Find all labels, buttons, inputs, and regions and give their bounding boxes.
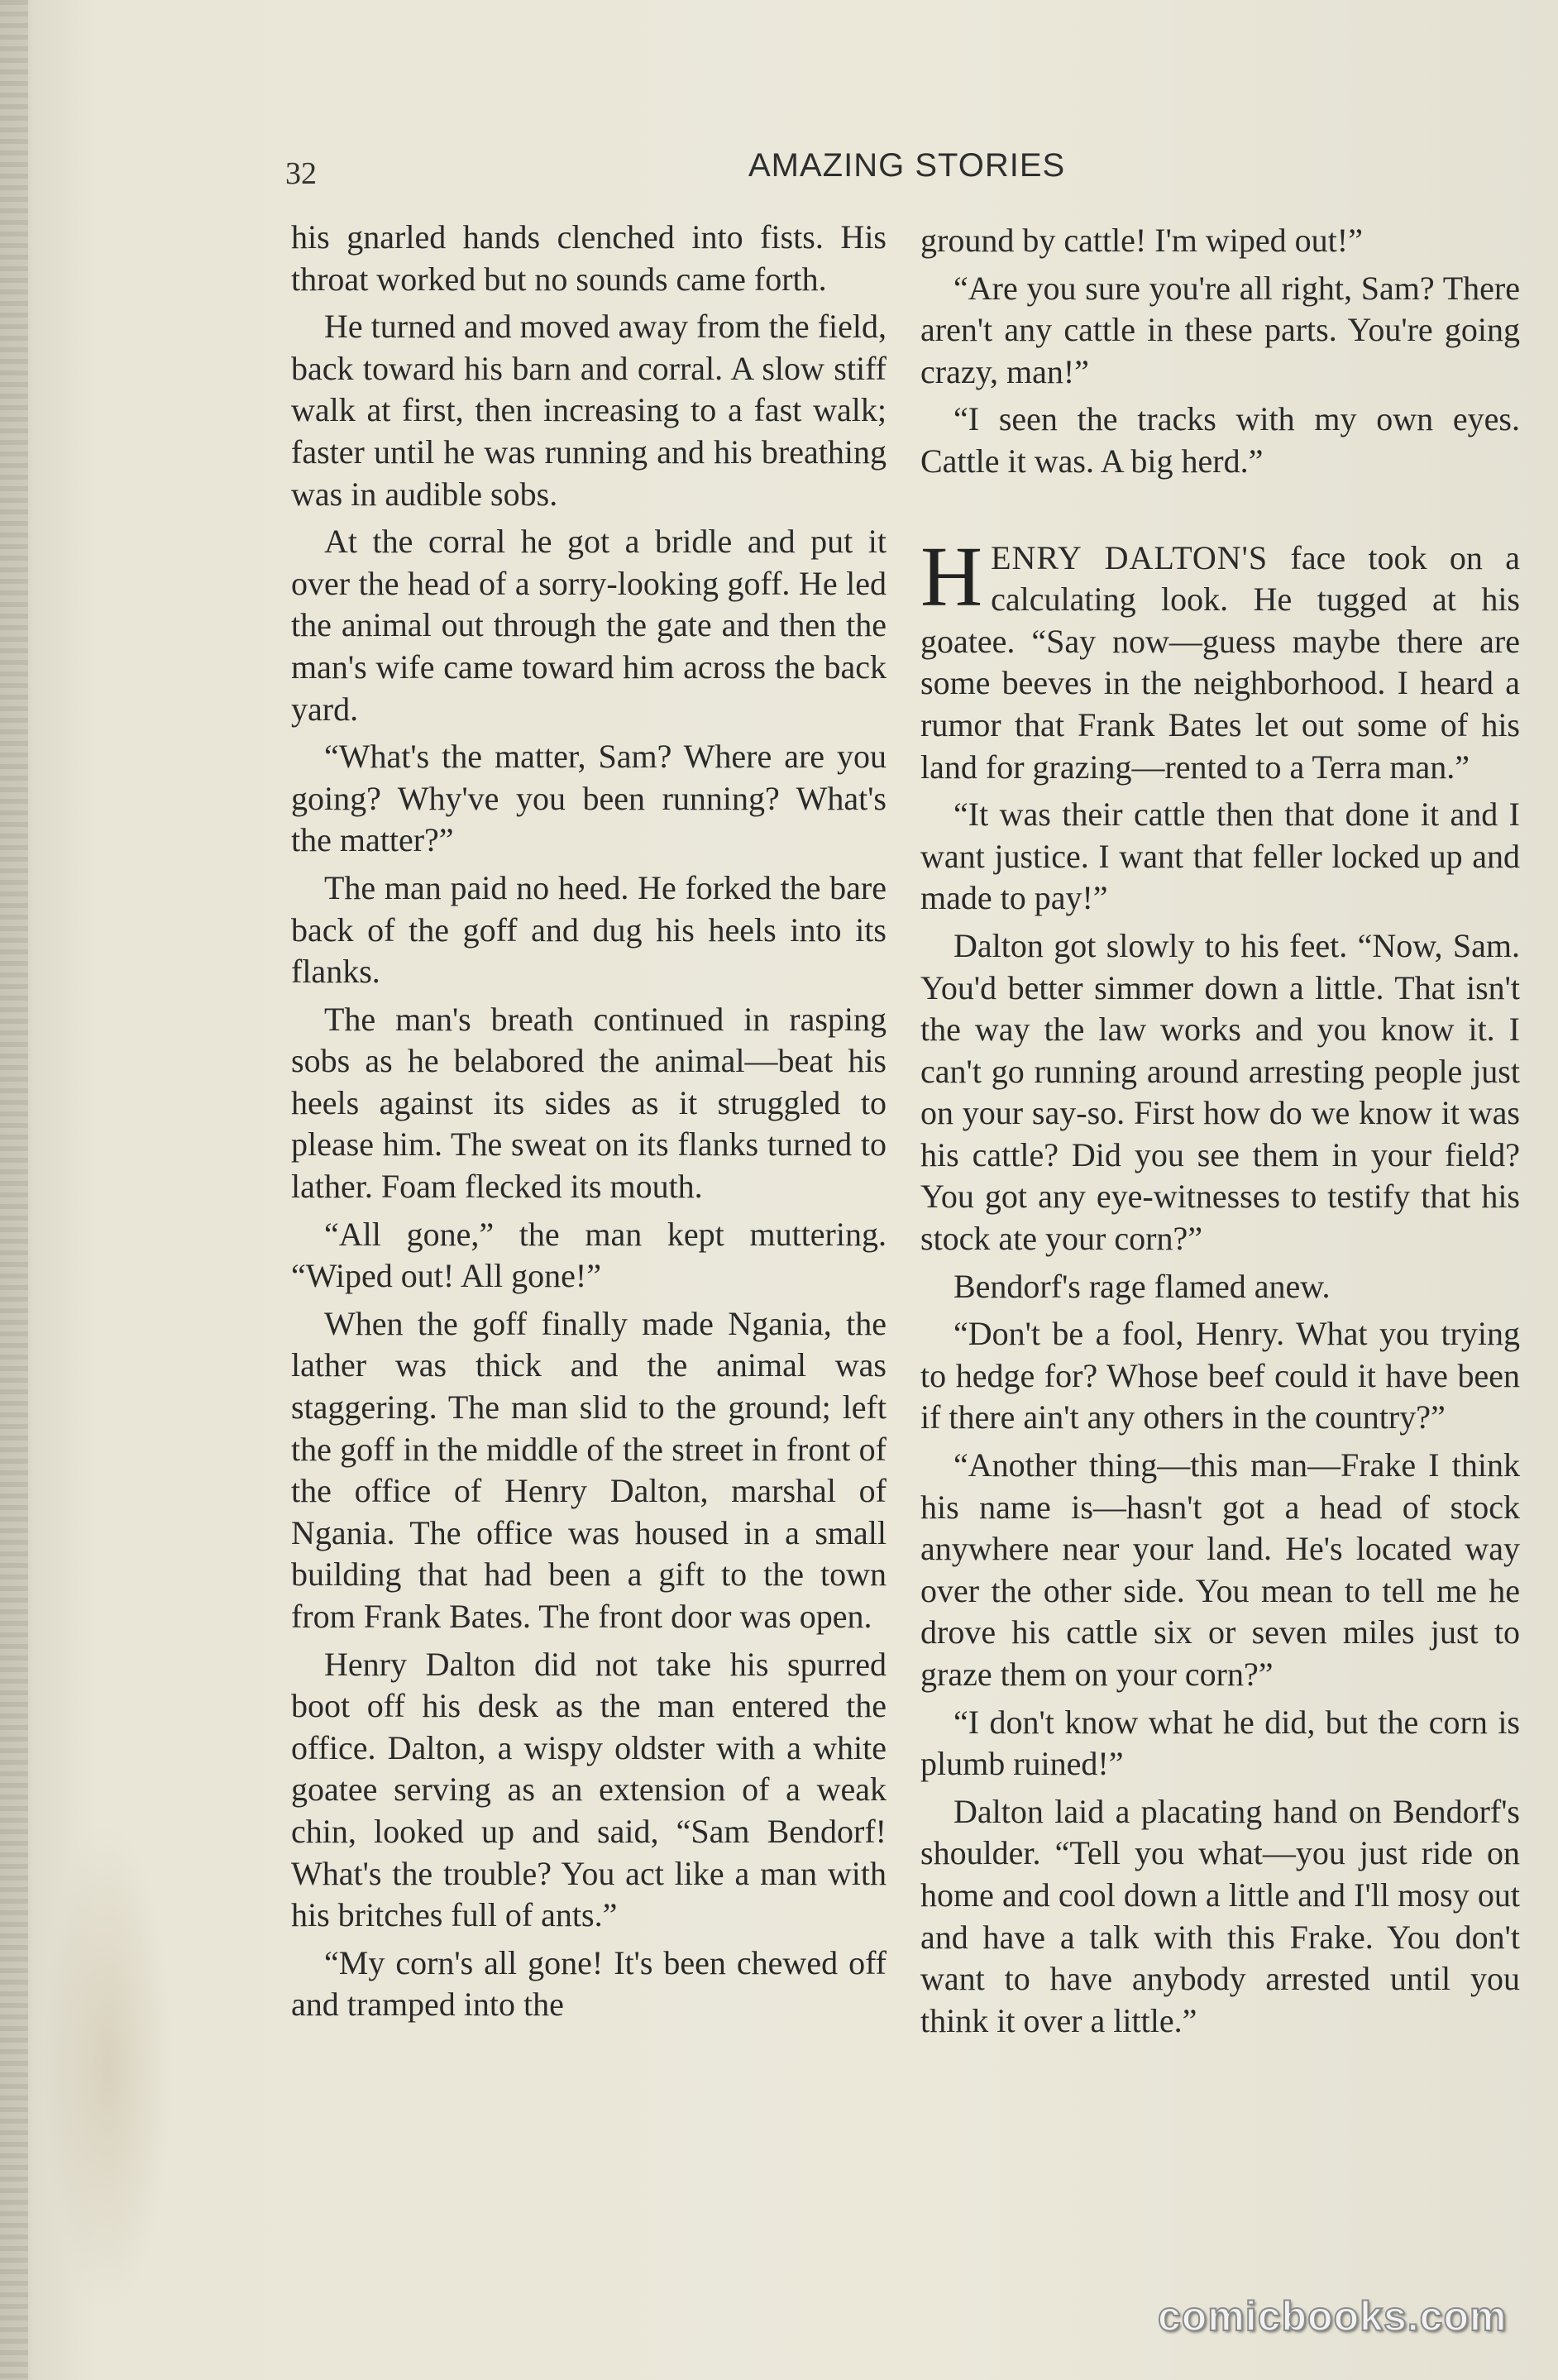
paragraph: Henry Dalton did not take his spurred boot off his desk as the man entered the office. Dalton, a wispy oldster with a white goatee serving as an extension of a weak chin, looked up and said, “Sam Bendorf! What's the trouble? You act like a man with his britches full of ants.” [291, 1645, 887, 1934]
paper-stain [41, 1819, 174, 2315]
left-column [291, 217, 887, 2032]
magazine-title: AMAZING STORIES [748, 147, 1066, 184]
page-spine-edge [0, 0, 28, 2380]
page-number: 32 [285, 156, 317, 191]
page-header [0, 147, 1558, 197]
paragraph: “All gone,” the man kept muttering. “Wiped out! All gone!” [291, 1215, 887, 1295]
paragraph: “I seen the tracks with my own eyes. Cattle it was. A big herd.” [920, 400, 1520, 480]
paragraph: The man's breath continued in rasping sobs as he belabored the animal—beat his heels against its sides as it struggled to please him. The sweat on its flanks turned to lather. Foam flecked its mouth. [291, 1000, 887, 1206]
paragraph: Bendorf's rage flamed anew. [953, 1267, 1331, 1305]
paragraph: Dalton got slowly to his feet. “Now, Sam. You'd better simmer down a little. That isn't the way the law works and you know it. I can't go running around arresting people just on your say-so. First how do we know it was his cattle? Did you see them in your field? You got any eye-witnesses to testify that his stock ate your corn?” [920, 926, 1520, 1258]
paragraph: “It was their cattle then that done it and I want justice. I want that feller locked up and made to pay!” [920, 796, 1520, 917]
paragraph: “What's the matter, Sam? Where are you going? Why've you been running? What's the matter?” [291, 738, 887, 859]
paragraph-text: face took on a calculating look. He tugged at his goatee. “Say now—guess maybe there are some beeves in the neighborhood. I heard a rumor that Frank Bates let out some of his land for grazing—rented to a Terra man.” [920, 538, 1521, 786]
paragraph: “I don't know what he did, but the corn is plumb ruined!” [920, 1703, 1520, 1783]
paragraph: “Another thing—this man—Frake I think his name is—hasn't got a head of stock anywhere near your land. He's located way over the other side. You mean to tell me he drove his cattle six or seven miles just to graze them on your corn?” [920, 1446, 1520, 1693]
paragraph: ground by cattle! I'm wiped out!” [920, 222, 1363, 259]
paragraph: his gnarled hands clenched into fists. His throat worked but no sounds came forth. [291, 218, 887, 298]
paragraph: “Are you sure you're all right, Sam? There aren't any cattle in these parts. You're going crazy, man!” [920, 269, 1520, 390]
section-break-paragraph [920, 528, 1521, 789]
lead-in-text: ENRY DALTON'S [991, 538, 1269, 576]
paragraph: He turned and moved away from the field, back toward his barn and corral. A slow stiff walk at first, then increasing to a fast walk; faster until he was running and his breathing was in audible sobs. [291, 308, 887, 513]
watermark-logo: comicbooks.com [1158, 2293, 1508, 2339]
right-column [920, 220, 1520, 2048]
drop-cap: H [920, 528, 983, 624]
paragraph: When the goff finally made Ngania, the lather was thick and the animal was staggering. The man slid to the ground; left the goff in the middle of the street in front of the office of Henry Dalton, marshal of Ngania. The office was housed in a small building that had been a gift to the town from Frank Bates. The front door was open. [291, 1304, 887, 1635]
paragraph: “Don't be a fool, Henry. What you trying to hedge for? Whose beef could it have been if there ain't any others in the country?” [920, 1315, 1520, 1436]
paragraph: “My corn's all gone! It's been chewed off and tramped into the [291, 1943, 887, 2024]
paragraph: Dalton laid a placating hand on Bendorf's shoulder. “Tell you what—you just ride on home and cool down a little and I'll mosy out and have a talk with this Frake. You don't want to have anybody arrested until you think it over a little.” [920, 1792, 1520, 2039]
paragraph: At the corral he got a bridle and put it over the head of a sorry-looking goff. He led the animal out through the gate and then the man's wife came toward him across the back yard. [291, 523, 887, 728]
paragraph: The man paid no heed. He forked the bare back of the goff and dug his heels into its flanks. [291, 868, 887, 991]
